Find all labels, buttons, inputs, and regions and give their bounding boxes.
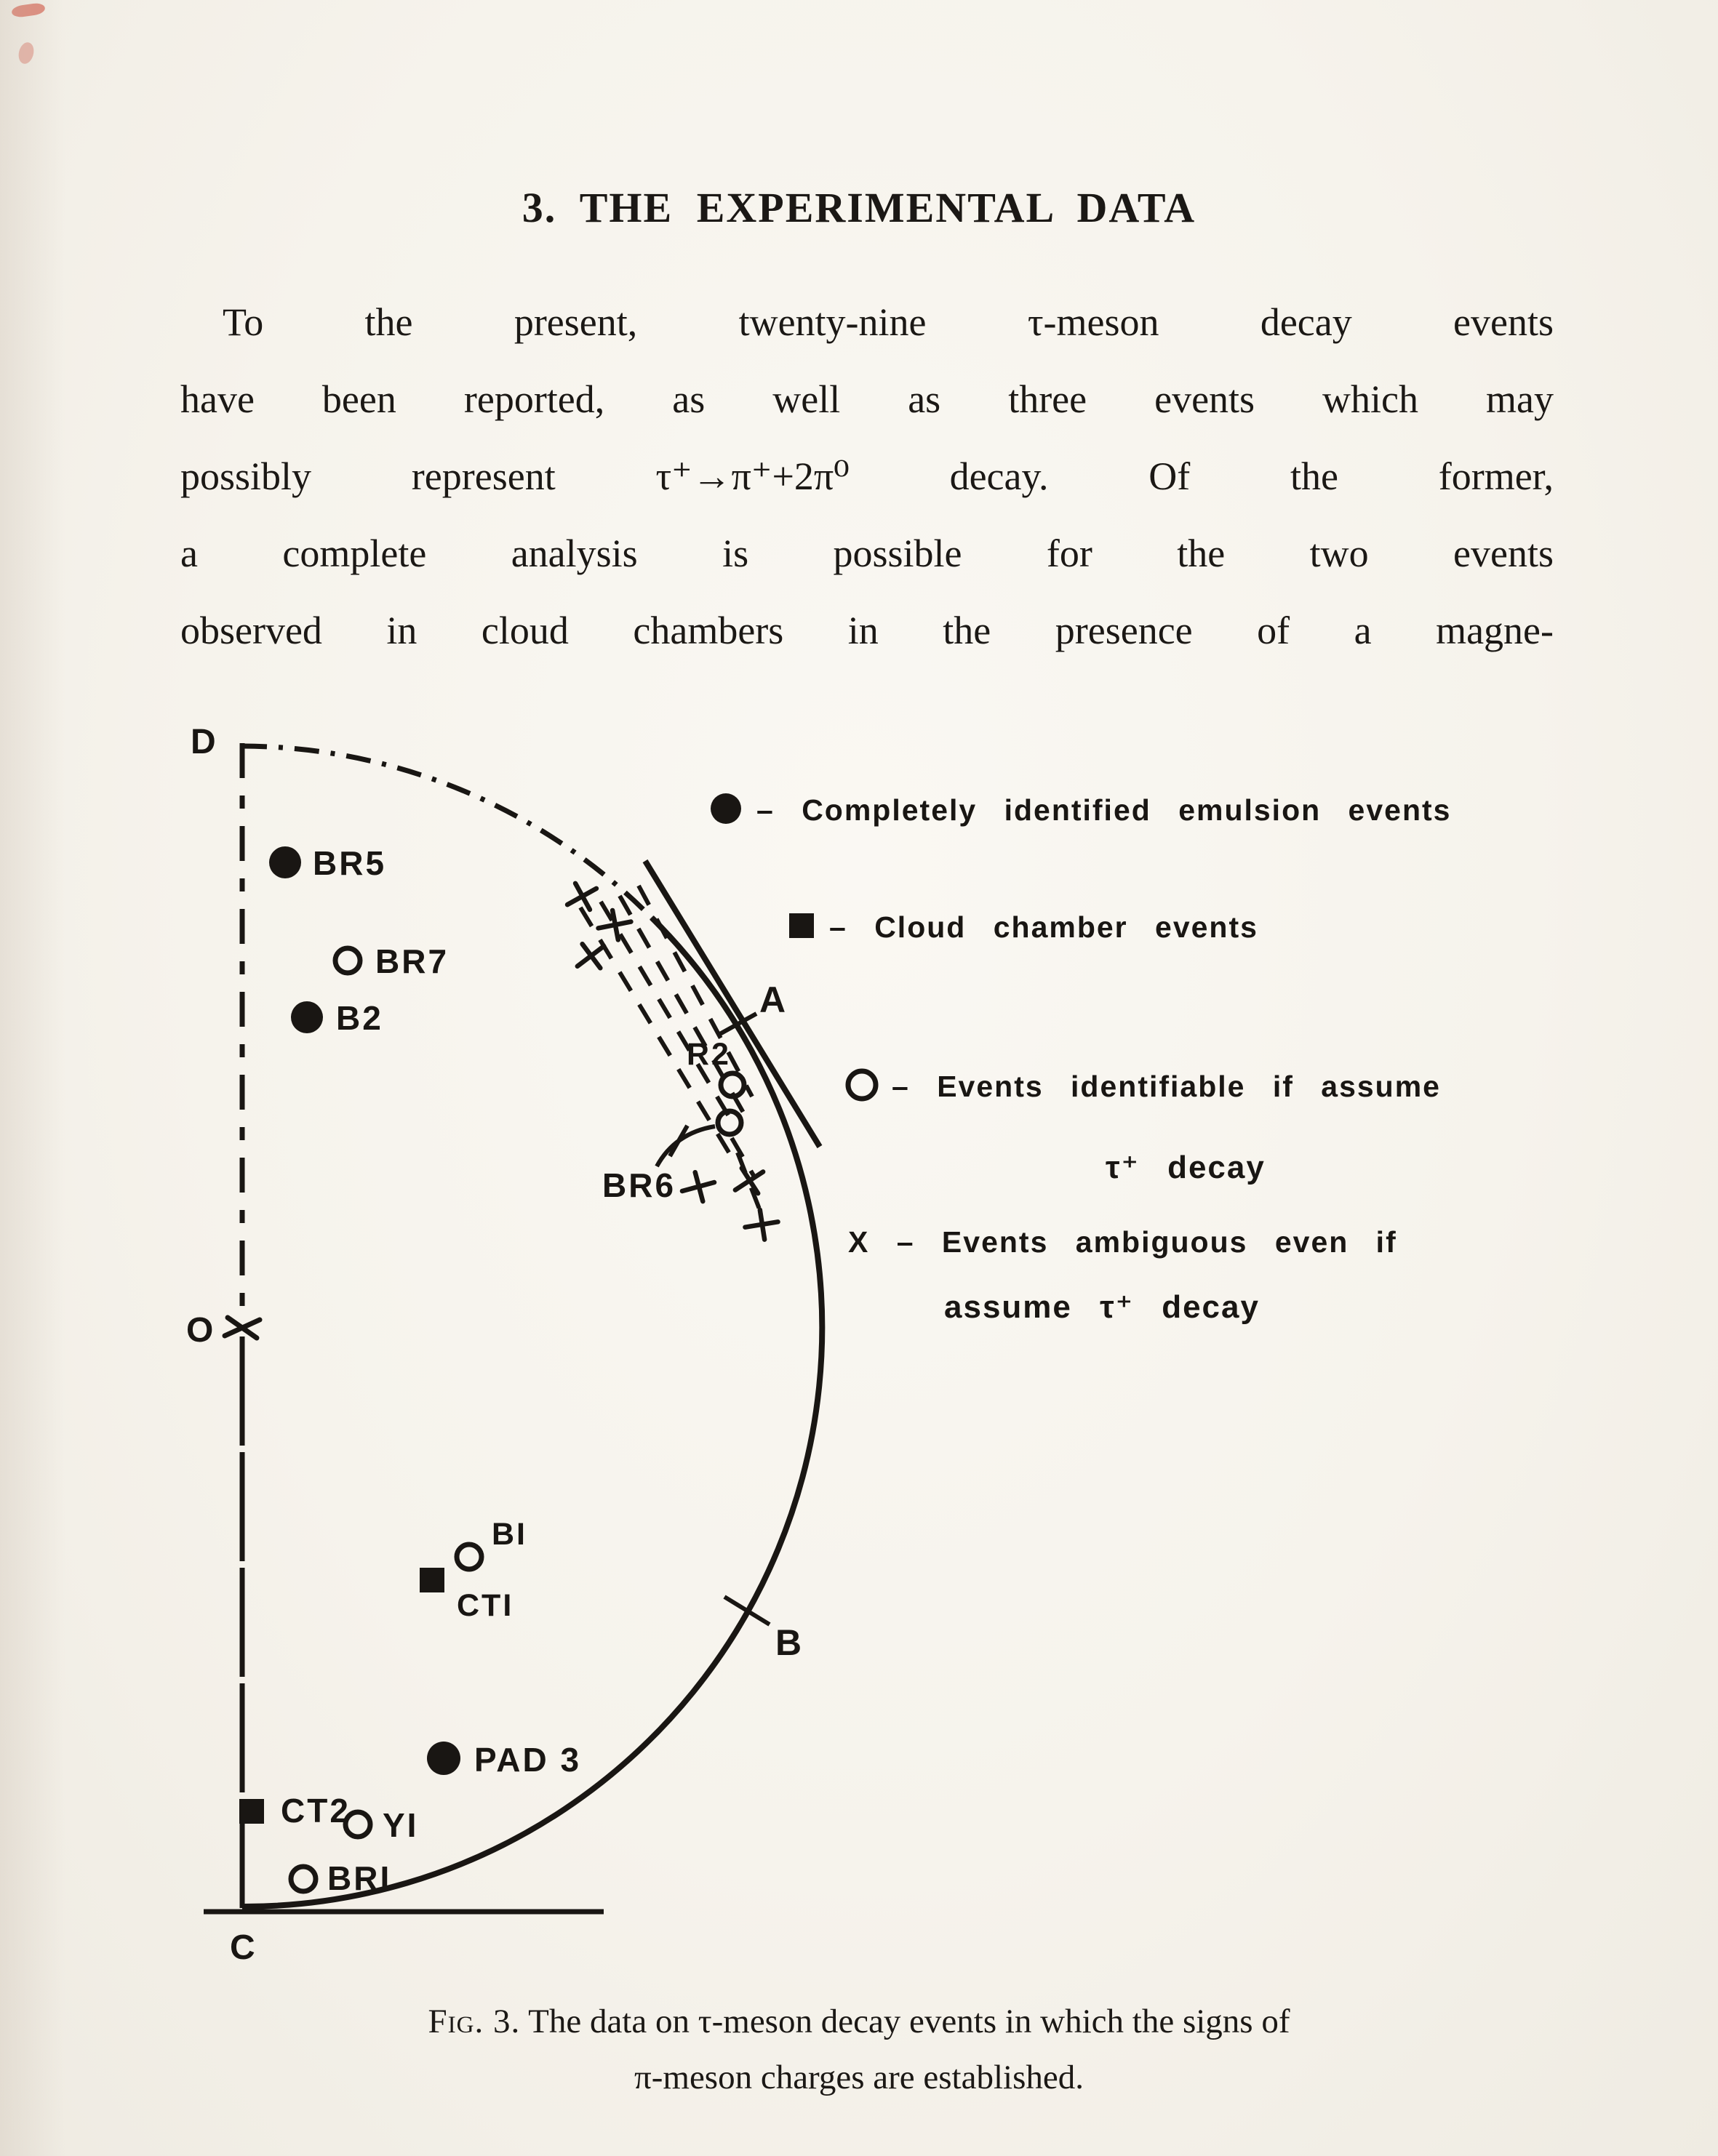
legend-item-1: – Completely identified emulsion events [756,793,1452,827]
legend-item-4: X – Events ambiguous even if [848,1225,1397,1259]
paragraph-line: To the present, twenty-nine τ-meson decay events [223,300,1554,344]
paragraph-line: a complete analysis is possible for the two events [180,532,1554,575]
caption-line-2: π-meson charges are established. [634,2059,1084,2096]
caption-line-1 [0,1994,1718,2050]
paragraph-line: have been reported, as well as three events which may [180,377,1554,421]
point-label-c: C [230,1928,257,1967]
point-label-b: B [775,1622,804,1663]
legend-filled-circle-icon [711,793,741,824]
event-marker-br6 [718,1111,741,1134]
event-marker-pad3 [427,1742,460,1775]
point-label-d: D [191,723,218,761]
legend-item-3: – Events identifiable if assume [892,1070,1441,1103]
event-label-br7: BR7 [375,942,450,980]
paragraph-line: possibly represent τ⁺→π⁺+2π⁰ decay. Of the former, [180,454,1554,498]
event-label-pad3: PAD 3 [474,1741,582,1779]
x-mark [682,1171,716,1202]
legend-item-2: – Cloud chamber events [829,910,1258,944]
event-label-br5: BR5 [313,844,387,882]
x-mark [732,1165,767,1198]
section-title: 3. THE EXPERIMENTAL DATA [522,184,1196,231]
event-label-br6: BR6 [602,1166,676,1204]
figure-caption [0,1994,1718,2106]
br6-pointer-tick [670,1126,687,1156]
center-x-mark [225,1318,260,1338]
event-marker-ct1 [420,1568,444,1592]
legend-open-circle-icon [848,1071,876,1099]
event-marker-br1 [291,1867,316,1891]
tangent-line-at-A [645,861,820,1147]
event-label-b2: B2 [336,999,383,1037]
tick-at-B [724,1597,770,1624]
event-marker-b2 [291,1001,323,1033]
event-label-br1: BRI [327,1859,392,1897]
event-label-y1: YI [383,1806,419,1844]
legend-item-3-line2: τ⁺ decay [1106,1150,1266,1185]
x-mark [743,1207,780,1241]
event-marker-br5 [269,846,301,878]
caption-fig-label: Fig. 3. [428,2003,521,2040]
event-marker-br7 [335,948,360,973]
event-label-ct1: CTI [457,1588,514,1623]
legend-item-4-line2: assume τ⁺ decay [944,1289,1260,1325]
point-label-a: A [759,979,788,1020]
x-mark [597,908,633,942]
event-label-b1: BI [492,1517,527,1552]
event-marker-b1 [457,1544,482,1569]
paragraph-line: observed in cloud chambers in the presence of a magne- [180,609,1554,652]
event-label-ct2: CT2 [281,1792,351,1830]
event-marker-ct2 [239,1799,264,1824]
event-label-r2: R2 [687,1037,731,1072]
x-mark [572,939,609,973]
caption-line-1-text: The data on τ-meson decay events in which the signs of [520,2003,1290,2040]
legend-filled-square-icon [789,913,814,938]
point-label-o: O [186,1311,216,1350]
